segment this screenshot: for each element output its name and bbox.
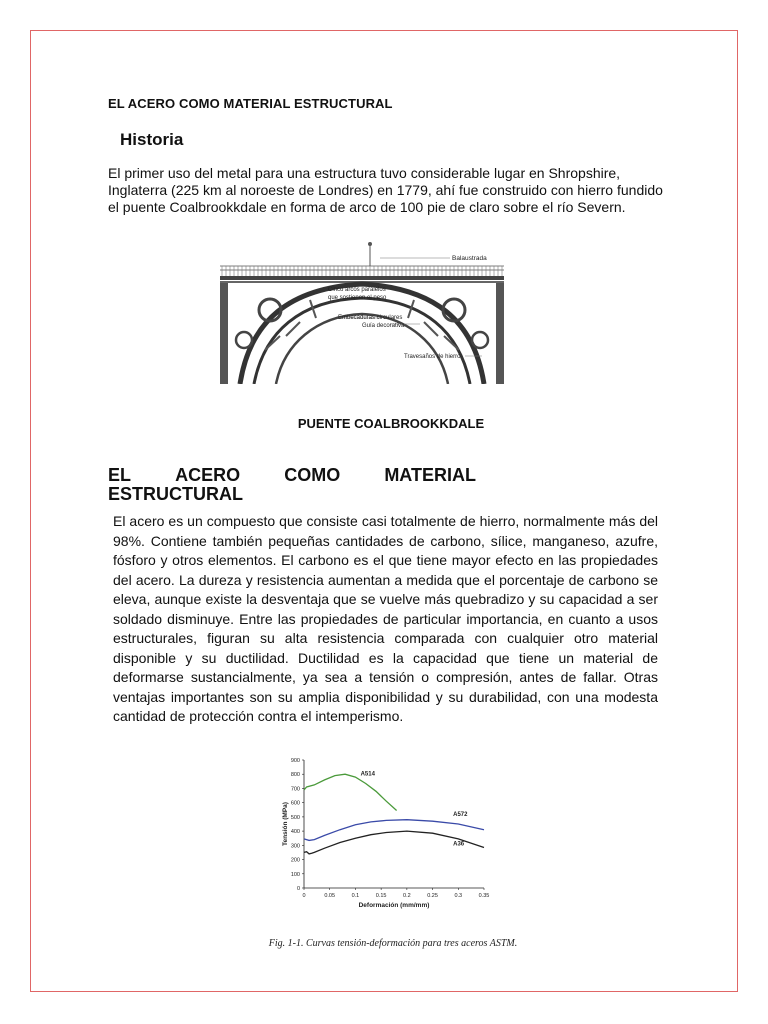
x-tick-label: 0.35: [478, 893, 490, 899]
y-tick-label: 500: [290, 814, 300, 821]
steel-heading-line2: ESTRUCTURAL: [108, 484, 243, 504]
x-tick-label: 0.15: [375, 893, 387, 899]
y-tick-label: 900: [290, 758, 300, 764]
y-tick-label: 400: [290, 829, 300, 836]
crossbeams-label: Travesaños de hierro: [404, 354, 461, 360]
arches-label-line1: Cinco arcos paralelos: [328, 287, 386, 293]
arches-label-line2: que sostienen el peso: [328, 295, 387, 301]
history-heading: Historia: [120, 130, 184, 149]
series-label-a514: A514: [360, 771, 375, 778]
y-tick-label: 700: [290, 786, 300, 793]
y-tick-label: 0: [296, 886, 300, 892]
y-tick-label: 800: [290, 772, 300, 779]
x-tick-label: 0.2: [403, 893, 411, 899]
balustrade-label: Balaustrada: [452, 255, 487, 262]
series-label-a36: A36: [453, 841, 465, 848]
x-axis-label: Deformación (mm/mm): [358, 902, 430, 909]
y-tick-label: 100: [290, 871, 300, 878]
y-tick-label: 200: [290, 857, 300, 864]
document-title: EL ACERO COMO MATERIAL ESTRUCTURAL: [108, 96, 393, 111]
bridge-illustration: [220, 240, 504, 384]
y-tick-label: 600: [290, 800, 300, 807]
series-line-a514: [304, 771, 397, 810]
steel-heading-word: EL: [108, 465, 132, 485]
steel-heading: [108, 466, 476, 504]
stress-strain-chart: [280, 752, 500, 920]
x-tick-label: 0: [302, 893, 306, 899]
steel-heading-word: MATERIAL: [384, 465, 476, 485]
series-label-a572: A572: [453, 812, 468, 819]
y-axis-label: Tensión (MPa): [282, 802, 289, 846]
x-tick-label: 0.3: [454, 893, 463, 899]
steel-heading-word: ACERO: [175, 465, 241, 485]
y-tick-label: 300: [290, 843, 300, 850]
x-tick-label: 0.05: [324, 893, 336, 899]
history-paragraph: El primer uso del metal para una estructura tuvo considerable lugar en Shropshire, Inglaterra (225 km al noroeste de Londres) en 1779, ahí fue construido con hierro fundido el puente Coalbrookkdale en forma de arco de 100 pie de claro sobre el río Severn.: [108, 165, 663, 215]
chart-caption: Fig. 1-1. Curvas tensión-deformación para tres aceros ASTM.: [268, 938, 518, 949]
steel-paragraph: El acero es un compuesto que consiste casi totalmente de hierro, normalmente más del 98%. Contiene también pequeñas cantidades de carbono, sílice, manganeso, azufre, fósforo y otros elementos. El carbono es el que tiene mayor efecto en las propiedades del acero. La dureza y resistencia aumentan a medida que el porcentaje de carbono se eleva, aunque existe la desventaja que se vuelve más quebradizo y su capacidad a ser soldado disminuye. Entre las propiedades de particular importancia, en cuanto a usos estructurales, figuran su alta resistencia comparada con cualquier otro material disponible y su ductilidad. Ductilidad es la capacidad que tiene un material de deformarse sustancialmente, ya sea a tensión o compresión, antes de fallar. Otras ventajas importantes son su amplia disponibilidad y su durabilidad, con una modesta cantidad de protección contra el intemperismo.: [113, 513, 658, 724]
bridge-caption: PUENTE COALBROOKKDALE: [297, 416, 485, 431]
guide-label: Guía decorativa: [362, 323, 405, 329]
rings-label: Embecaduras circulares: [338, 315, 403, 321]
steel-heading-word: COMO: [284, 465, 341, 485]
series-line-a572: [304, 820, 484, 841]
x-tick-label: 0.25: [427, 893, 438, 899]
x-tick-label: 0.1: [351, 893, 360, 899]
